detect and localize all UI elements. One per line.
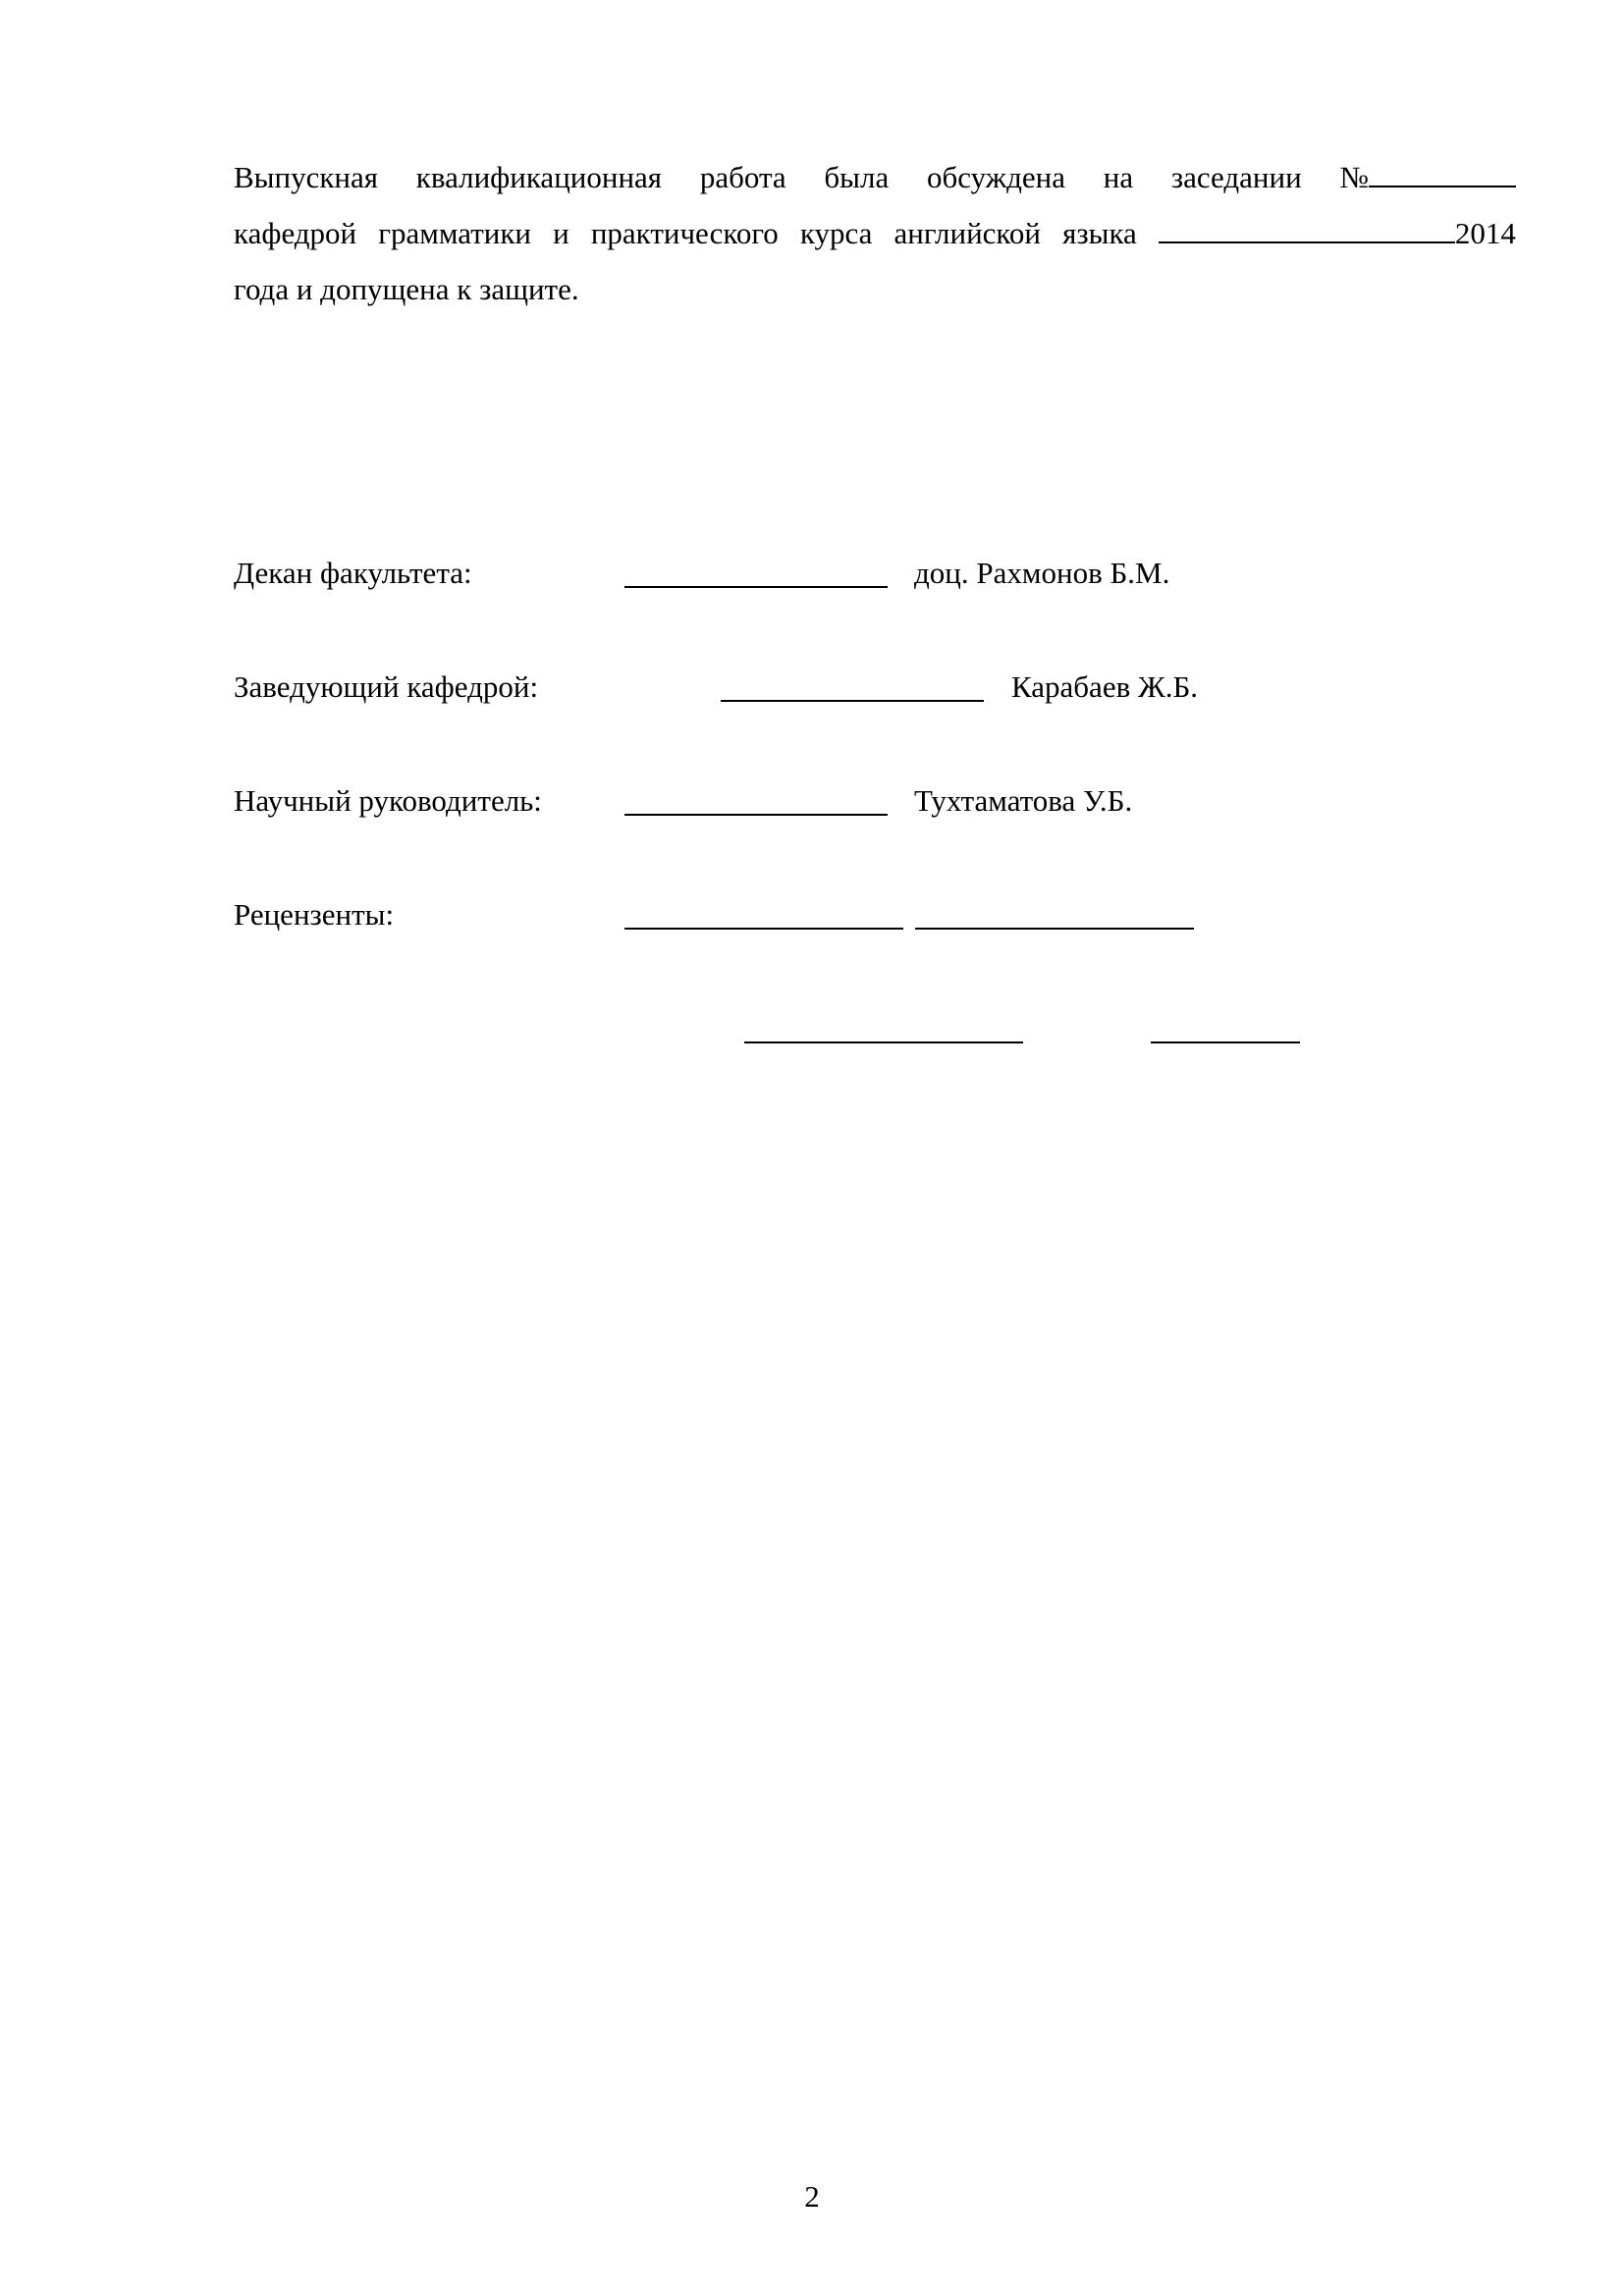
word: на xyxy=(1103,160,1134,194)
word: работа xyxy=(699,160,786,194)
meeting-date xyxy=(1159,205,1516,261)
approval-paragraph xyxy=(234,149,1516,317)
page-number: 2 xyxy=(804,2179,820,2214)
word: практического xyxy=(590,216,779,250)
meeting-number xyxy=(1339,149,1516,205)
dean-label: Декан факультета: xyxy=(234,556,472,590)
head-signature-line xyxy=(721,700,984,702)
word: языка xyxy=(1062,216,1137,250)
reviewer-2-name-line xyxy=(1151,1041,1300,1043)
dean-name: доц. Рахмонов Б.М. xyxy=(914,556,1170,590)
number-sign: № xyxy=(1339,160,1369,194)
word: и xyxy=(553,216,569,250)
paragraph-line-1 xyxy=(234,149,1516,205)
head-of-department-label: Заведующий кафедрой: xyxy=(234,669,539,704)
reviewer-2-signature-line xyxy=(744,1041,1023,1043)
reviewer-1-name-line xyxy=(915,928,1194,930)
advisor-name: Тухтаматова У.Б. xyxy=(914,783,1133,818)
meeting-year: 2014 xyxy=(1454,216,1516,250)
word: курса xyxy=(799,216,873,250)
word: грамматики xyxy=(378,216,532,250)
word: заседании xyxy=(1170,160,1302,194)
head-of-department-name: Карабаев Ж.Б. xyxy=(1011,669,1199,704)
reviewers-label: Рецензенты: xyxy=(234,897,395,932)
word: была xyxy=(824,160,890,194)
word: Выпускная xyxy=(234,160,379,194)
advisor-signature-line xyxy=(624,814,888,816)
word: кафедрой xyxy=(234,216,357,250)
reviewer-1-signature-line xyxy=(624,928,903,930)
word: английской xyxy=(893,216,1042,250)
paragraph-line-2 xyxy=(234,205,1516,261)
word: обсуждена xyxy=(926,160,1065,194)
meeting-number-blank xyxy=(1369,158,1516,187)
paragraph-line-3: года и допущена к защите. xyxy=(234,272,579,306)
dean-signature-line xyxy=(624,586,888,588)
meeting-date-blank xyxy=(1159,214,1455,243)
advisor-label: Научный руководитель: xyxy=(234,783,542,818)
word: квалификационная xyxy=(415,160,663,194)
